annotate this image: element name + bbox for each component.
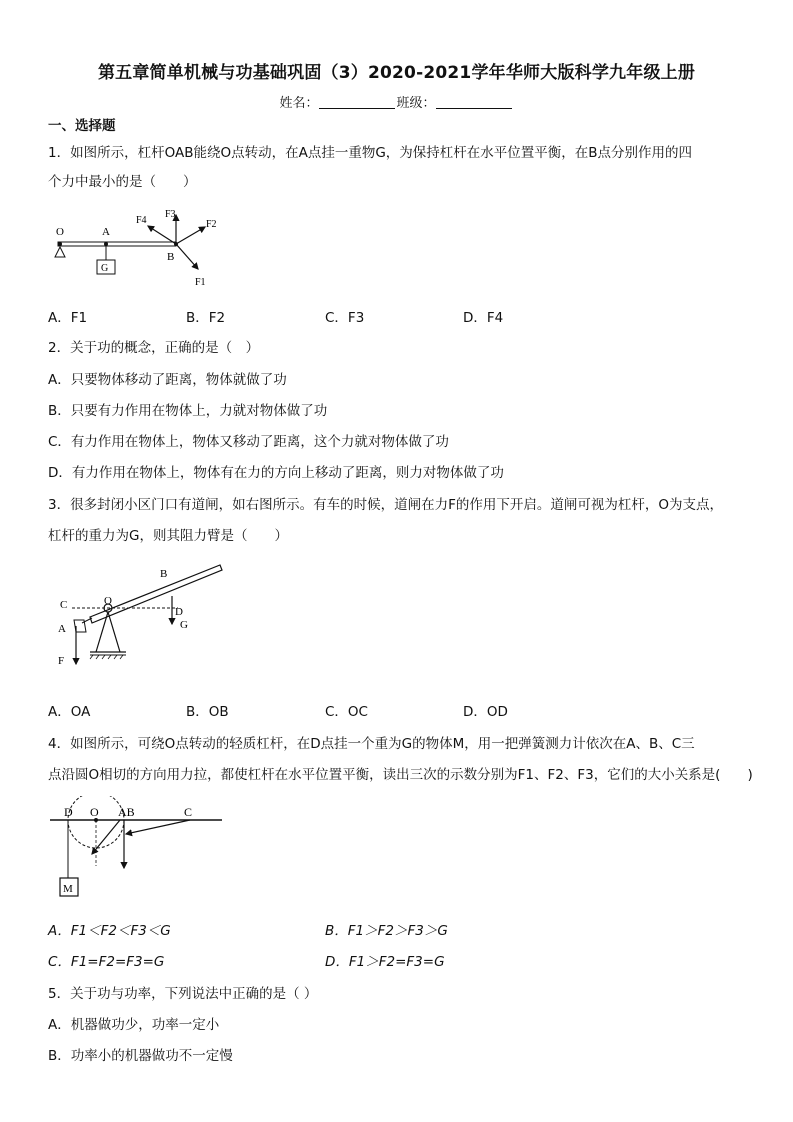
q1-label-o: O: [56, 226, 64, 238]
q1-option-c[interactable]: C．F3: [325, 310, 365, 326]
q3-option-b[interactable]: B．OB: [186, 704, 229, 720]
q4-label-c: C: [184, 805, 193, 819]
q1-label-f1: F1: [195, 277, 206, 288]
q4-label-ab: AB: [118, 805, 135, 819]
q2-option-c[interactable]: C．有力作用在物体上，物体又移动了距离，这个力就对物体做了功: [48, 434, 449, 450]
q1-lever-figure: [50, 205, 230, 295]
q2-option-d[interactable]: D．有力作用在物体上，物体有在力的方向上移动了距离，则力对物体做了功: [48, 465, 504, 481]
q1-label-b: B: [167, 251, 175, 263]
q4-option-a[interactable]: A．F1＜F2＜F3＜G: [48, 923, 171, 939]
q1-option-a[interactable]: A．F1: [48, 310, 88, 326]
q5-option-a[interactable]: A．机器做功少，功率一定小: [48, 1017, 220, 1033]
q3-label-a: A: [58, 623, 66, 635]
q5-stem: 5．关于功与功率，下列说法中正确的是（ ）: [48, 986, 318, 1002]
q3-label-o: O: [104, 595, 112, 607]
q4-label-o: O: [90, 805, 99, 819]
q1-label-f3: F3: [165, 209, 176, 220]
q4-stem-line1: 4．如图所示，可绕O点转动的轻质杠杆，在D点挂一个重为G的物体M，用一把弹簧测力计依次在A、B、C三: [48, 736, 695, 752]
q4-label-m: M: [63, 883, 73, 895]
q2-option-a[interactable]: A．只要物体移动了距离，物体就做了功: [48, 372, 287, 388]
q3-option-a[interactable]: A．OA: [48, 704, 91, 720]
q3-stem-line2: 杠杆的重力为G，则其阻力臂是（ ）: [48, 528, 288, 544]
name-class-line: [0, 92, 793, 111]
q4-option-c[interactable]: C．F1=F2=F3=G: [48, 954, 165, 970]
section-title: 一、选择题: [48, 118, 116, 134]
page-title: 第五章简单机械与功基础巩固（3）2020-2021学年华师大版科学九年级上册: [97, 63, 696, 83]
q3-label-c: C: [60, 599, 68, 611]
q4-lever-figure: [48, 796, 228, 906]
q3-label-f: F: [58, 655, 65, 667]
class-label: 班级：: [396, 96, 436, 111]
q3-label-b: B: [160, 568, 168, 580]
name-label: 姓名：: [279, 96, 319, 111]
q1-label-f2: F2: [206, 219, 217, 230]
q1-option-b[interactable]: B．F2: [186, 310, 226, 326]
q4-stem-line2: 点沿圆O相切的方向用力拉，都使杠杆在水平位置平衡，读出三次的示数分别为F1、F2、F3，它们的大小关系是( ): [48, 767, 753, 783]
q3-option-c[interactable]: C．OC: [325, 704, 368, 720]
q1-label-a: A: [102, 226, 110, 238]
q1-label-f4: F4: [136, 215, 147, 226]
q4-label-d: D: [64, 805, 73, 819]
q3-barrier-figure: [52, 560, 232, 670]
q2-stem: 2．关于功的概念，正确的是（ ）: [48, 340, 260, 356]
class-blank[interactable]: [436, 96, 512, 109]
q1-stem-line1: 1．如图所示，杠杆OAB能绕O点转动，在A点挂一重物G，为保持杠杆在水平位置平衡，在B点分别作用的四: [48, 145, 693, 161]
name-blank[interactable]: [319, 96, 395, 109]
q3-option-d[interactable]: D．OD: [463, 704, 508, 720]
q2-option-b[interactable]: B．只要有力作用在物体上，力就对物体做了功: [48, 403, 328, 419]
q4-option-d[interactable]: D．F1＞F2=F3=G: [325, 954, 445, 970]
q3-label-d: D: [175, 606, 183, 618]
q1-label-g: G: [101, 263, 109, 274]
q3-label-g: G: [180, 619, 188, 631]
q1-stem-line2: 个力中最小的是（ ）: [48, 174, 197, 190]
q3-stem-line1: 3．很多封闭小区门口有道闸，如右图所示。有车的时候，道闸在力F的作用下开启。道闸可视为杠杆，O为支点，: [48, 497, 723, 513]
q1-option-d[interactable]: D．F4: [463, 310, 504, 326]
q5-option-b[interactable]: B．功率小的机器做功不一定慢: [48, 1048, 233, 1064]
q4-option-b[interactable]: B．F1＞F2＞F3＞G: [325, 923, 448, 939]
